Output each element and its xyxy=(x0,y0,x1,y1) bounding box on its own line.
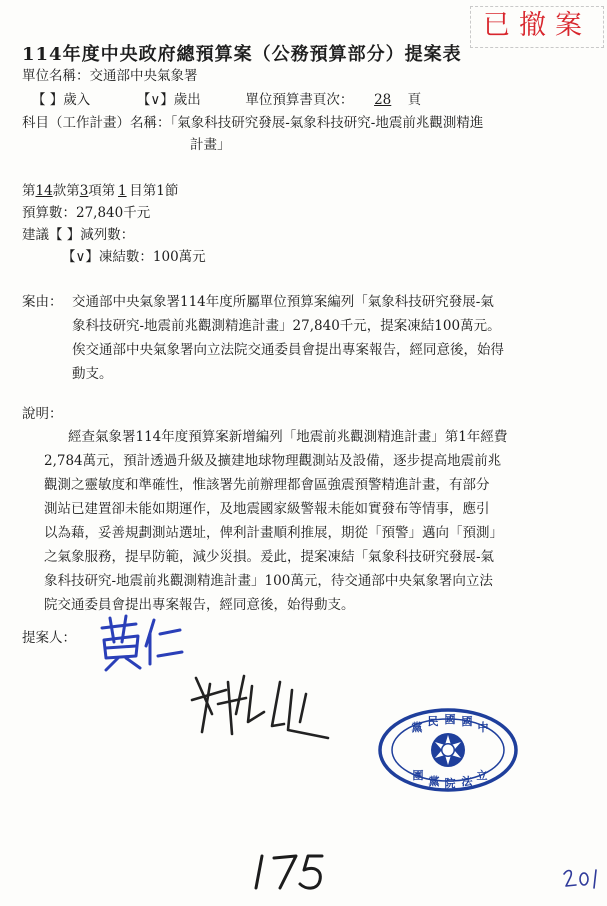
svg-text:黨: 黨 xyxy=(411,721,423,734)
budget-page-value: 28 xyxy=(374,92,392,108)
page-title: 114年度中央政府總預算案（公務預算部分）提案表 xyxy=(22,44,462,65)
svg-text:立: 立 xyxy=(476,769,488,782)
withdrawn-stamp: 已撤案 xyxy=(470,6,604,48)
suggestion-cut-line xyxy=(22,225,134,245)
unit-line xyxy=(22,66,198,86)
section-item: 3 xyxy=(79,183,89,199)
explanation-line: 院交通委員會提出專案報告，經同意後，始得動支。 xyxy=(44,597,355,613)
explanation-text xyxy=(44,425,599,617)
motion-label: 案由： xyxy=(22,294,63,310)
explanation-line: 2,784萬元，預計透過升級及擴建地球物理觀測站及設備，逐步提高地震前兆 xyxy=(44,453,502,469)
cut-checkbox: 【 】 xyxy=(49,227,81,243)
section-line xyxy=(22,181,178,201)
handwritten-page-number xyxy=(252,852,326,892)
cut-label: 減列數： xyxy=(80,227,135,243)
svg-text:國: 國 xyxy=(461,715,473,728)
expense-label: 歲出 xyxy=(173,92,201,108)
proposer-signature-1 xyxy=(96,612,186,672)
subject-name-line2: 計畫」 xyxy=(190,137,231,153)
expense-checkbox: 【∨】 xyxy=(136,92,174,108)
subject-label: 科目（工作計畫）名稱： xyxy=(22,115,171,131)
proposer-label: 提案人： xyxy=(22,630,76,646)
explanation-line: 以為藉，妥善規劃測站選址，俾利計畫順利推展，期從「預警」邁向「預測」 xyxy=(44,525,503,541)
svg-text:法: 法 xyxy=(461,775,473,788)
svg-text:團: 團 xyxy=(412,769,424,782)
explanation-line: 經查氣象署114年度預算案新增編列「地震前兆觀測精進計畫」第1年經費 xyxy=(68,429,508,445)
budget-page-label: 單位預算書頁次： xyxy=(245,92,354,108)
freeze-label: 凍結數：100萬元 xyxy=(98,249,206,265)
party-caucus-seal xyxy=(378,708,518,792)
section-text: 第 xyxy=(22,183,36,199)
svg-text:民: 民 xyxy=(427,715,439,728)
unit-value: 交通部中央氣象署 xyxy=(89,68,198,84)
section-text: 目第 xyxy=(129,183,157,199)
budget-amount: 預算數：27,840千元 xyxy=(22,205,151,221)
svg-text:黨: 黨 xyxy=(428,775,440,788)
suggestion-label: 建議 xyxy=(22,227,49,243)
motion-text xyxy=(72,290,592,386)
section-text: 項第 xyxy=(88,183,116,199)
section-subitem: 1 xyxy=(117,183,127,199)
section-text: 節 xyxy=(164,183,179,199)
explanation-line: 之氣象服務，提早防範，減少災損。爰此，提案凍結「氣象科技研究發展-氣 xyxy=(44,549,495,565)
svg-text:院: 院 xyxy=(444,777,456,790)
explanation-line: 測站已建置卻未能如期運作，及地震國家級警報未能如實發布等情事，應引 xyxy=(44,501,490,517)
motion-line: 動支。 xyxy=(72,366,113,382)
unit-label: 單位名稱： xyxy=(22,68,90,84)
handwritten-corner-number xyxy=(562,866,602,890)
svg-text:國: 國 xyxy=(444,713,456,726)
explanation-line: 觀測之靈敏度和準確性，惟該署先前辦理都會區強震預警精進計畫，有部分 xyxy=(44,477,490,493)
section-segment: 1 xyxy=(156,183,165,199)
section-chapter: 14 xyxy=(35,183,53,199)
freeze-checkbox: 【∨】 xyxy=(62,249,99,265)
explanation-line: 象科技研究-地震前兆觀測精進計畫」100萬元，待交通部中央氣象署向立法 xyxy=(44,573,493,589)
explanation-label: 說明： xyxy=(22,406,63,422)
subject-line xyxy=(22,113,483,133)
subject-name-line1: 「氣象科技研究發展-氣象科技研究-地震前兆觀測精進 xyxy=(170,115,484,131)
proposer-signature-2 xyxy=(188,664,338,744)
budget-page-unit: 頁 xyxy=(407,92,422,108)
motion-line: 俟交通部中央氣象署向立法院交通委員會提出專案報告，經同意後，始得 xyxy=(72,342,504,358)
revenue-label: 歲入 xyxy=(63,92,91,108)
motion-line: 交通部中央氣象署114年度所屬單位預算案編列「氣象科技研究發展-氣 xyxy=(72,294,494,310)
revenue-checkbox: 【 】 xyxy=(32,92,64,108)
motion-line: 象科技研究-地震前兆觀測精進計畫」27,840千元，提案凍結100萬元。 xyxy=(72,318,501,334)
section-text: 款第 xyxy=(52,183,80,199)
suggestion-freeze-line xyxy=(62,247,206,267)
svg-text:中: 中 xyxy=(477,721,489,734)
budget-type-line xyxy=(32,90,421,110)
